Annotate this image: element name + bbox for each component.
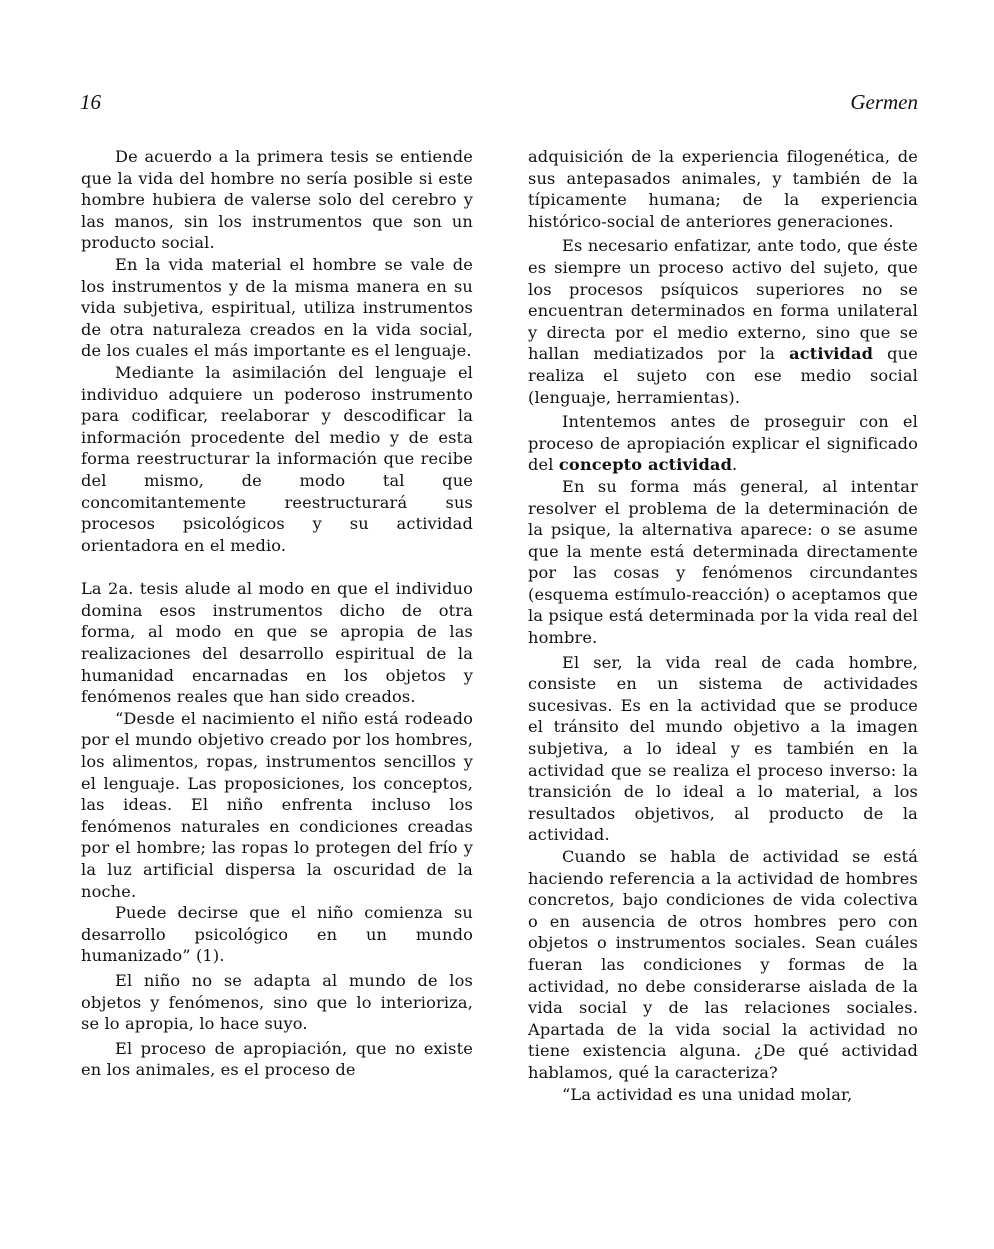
page-header: [80, 90, 918, 120]
paragraph: adquisición de la experiencia filogenética, de sus antepasados animales, y también de la típicamente humana; de la experiencia histórico-social de anteriores generaciones.: [528, 147, 918, 231]
bold-term: actividad: [789, 344, 874, 364]
paragraph: En su forma más general, al intentar resolver el problema de la determinación de la psique, la alternativa aparece: o se asume que la mente está determinada directamente por las cosas y fenómenos circundantes (esquema estímulo-reacción) o aceptamos que la psique está determinada por la vida real del hombre.: [528, 476, 918, 648]
quote-paragraph: “La actividad es una unidad molar,: [562, 1084, 853, 1104]
paragraph: [528, 235, 918, 408]
paragraph: El proceso de apropiación, que no existe en los animales, es el proceso de: [81, 1038, 473, 1080]
bold-term: concepto actividad: [558, 455, 733, 475]
running-title: Germen: [850, 90, 918, 114]
paragraph: El niño no se adapta al mundo de los objetos y fenómenos, sino que lo interioriza, se lo apropia, lo hace suyo.: [81, 970, 473, 1034]
text-run: que realiza el sujeto con ese medio social (lenguaje, herramientas).: [528, 344, 918, 407]
left-column: [81, 146, 473, 1081]
page-number: 16: [80, 90, 101, 114]
text-run: .: [732, 455, 738, 475]
right-column: [528, 146, 918, 1105]
paragraph: Mediante la asimilación del lenguaje el individuo adquiere un poderoso instrumento para codificar, reelaborar y descodificar la información procedente del medio y de esta forma reestructurar la información que recibe del mismo, de modo tal que concomitantemente reestructurará sus procesos psicológicos y su actividad orientadora en el medio.: [81, 362, 473, 555]
paragraph: De acuerdo a la primera tesis se entiende que la vida del hombre no sería posible si este hombre hubiera de valerse solo del cerebro y las manos, sin los instrumentos que son un producto social.: [81, 147, 473, 253]
paragraph: La 2a. tesis alude al modo en que el individuo domina esos instrumentos dicho de otra forma, al modo en que se apropia de las realizaciones del desarrollo espiritual de la humanidad encarnadas en los objetos y fenómenos reales que han sido creados.: [81, 579, 473, 707]
paragraph: [528, 411, 918, 476]
paragraph: En la vida material el hombre se vale de los instrumentos y de la misma manera en su vida subjetiva, espiritual, utiliza instrumentos de otra naturaleza creados en la vida social, de los cuales el más importante es el lenguaje.: [81, 254, 473, 361]
text-run: Es necesario enfatizar, ante todo, que éste es siempre un proceso activo del sujeto, que los procesos psíquicos superiores no se encuentran determinados en forma unilateral y directa por el medio externo, sino que se hallan mediatizados por la: [528, 236, 918, 364]
paragraph: Cuando se habla de actividad se está haciendo referencia a la actividad de hombres concretos, bajo condiciones de vida colectiva o en ausencia de otros hombres pero con objetos o instrumentos sociales. Sean cuáles fueran las condiciones y formas de la actividad, no debe considerarse aislada de la vida social y de las relaciones sociales. Apartada de la vida social la actividad no tiene existencia alguna. ¿De qué actividad hablamos, qué la caracteriza?: [528, 847, 918, 1082]
text-run: Intentemos antes de proseguir con el proceso de apropiación explicar el significado del: [528, 412, 918, 475]
quote-paragraph: “Desde el nacimiento el niño está rodeado por el mundo objetivo creado por los hombres, los alimentos, ropas, instrumentos sencillos y el lenguaje. Las proposiciones, los conceptos, las ideas. El niño enfrenta incluso los fenómenos naturales en condiciones creadas por el hombre; las ropas lo protegen del frío y la luz artificial dispersa la oscuridad de la noche.: [81, 708, 473, 901]
quote-paragraph: Puede decirse que el niño comienza su desarrollo psicológico en un mundo humanizado” (1).: [81, 903, 473, 966]
paragraph: El ser, la vida real de cada hombre, consiste en un sistema de actividades sucesivas. Es en la actividad que se produce el tránsito del mundo objetivo a la imagen subjetiva, a lo ideal y es también en la actividad que se realiza el proceso inverso: la transición de lo ideal a lo material, a los resultados objetivos, al producto de la actividad.: [528, 652, 918, 845]
